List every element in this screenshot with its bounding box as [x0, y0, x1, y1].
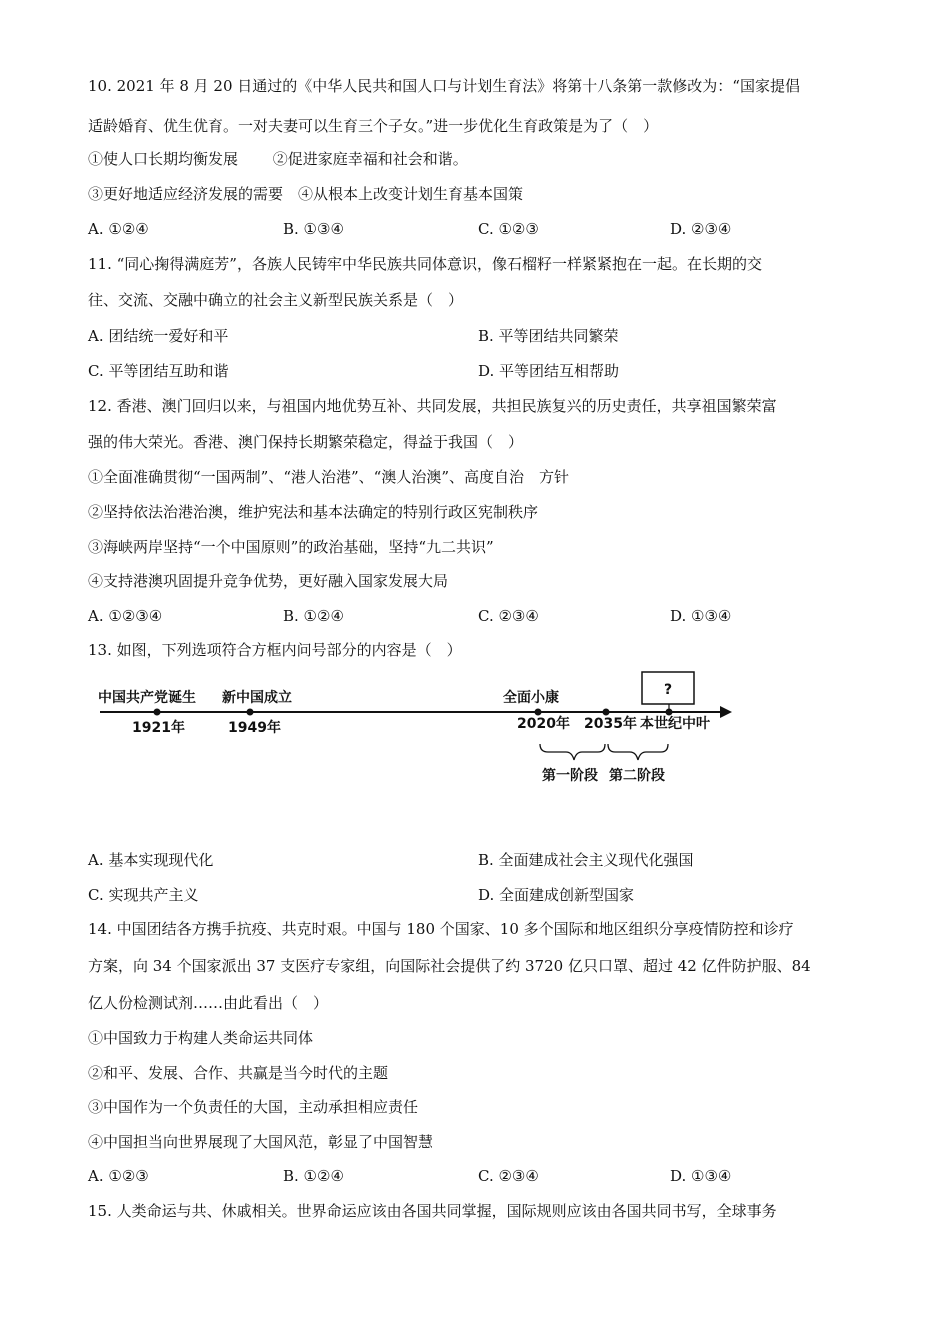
- stage-1-brace: [540, 744, 605, 760]
- q12-statement-4: ④支持港澳巩固提升竞争优势，更好融入国家发展大局: [88, 572, 449, 590]
- timeline-node-2020: [535, 709, 542, 716]
- timeline-event-party-founded: 中国共产党诞生: [98, 690, 196, 706]
- q13-option-c[interactable]: C. 实现共产主义: [88, 886, 199, 904]
- q14-option-c[interactable]: C. ②③④: [478, 1167, 539, 1185]
- q14-statement-3: ③中国作为一个负责任的大国，主动承担相应责任: [88, 1098, 419, 1116]
- timeline-node-1921: [154, 709, 161, 716]
- q12-statement-1: ①全面准确贯彻“一国两制”、“港人治港”、“澳人治澳”、高度自治 方针: [88, 468, 570, 486]
- q10-option-b[interactable]: B. ①③④: [283, 220, 344, 238]
- q12-option-b[interactable]: B. ①②④: [283, 607, 344, 625]
- timeline-event-prc-founded: 新中国成立: [222, 690, 292, 706]
- q11-option-a[interactable]: A. 团结统一爱好和平: [88, 327, 229, 345]
- q11-stem-line1: 11. “同心掬得满庭芳”，各族人民铸牢中华民族共同体意识，像石榴籽一样紧紧抱在一起。在长期的交: [88, 255, 762, 273]
- q10-statement-1: ①使人口长期均衡发展 ②促进家庭幸福和社会和谐。: [88, 150, 468, 168]
- stage-2-label: 第二阶段: [609, 768, 665, 784]
- q11-option-c[interactable]: C. 平等团结互助和谐: [88, 362, 229, 380]
- q13-timeline-figure: [0, 660, 950, 800]
- timeline-node-2035: [603, 709, 610, 716]
- timeline-year-1921: 1921年: [132, 720, 185, 736]
- timeline-year-1949: 1949年: [228, 720, 281, 736]
- q14-statement-4: ④中国担当向世界展现了大国风范，彰显了中国智慧: [88, 1133, 434, 1151]
- q14-option-a[interactable]: A. ①②③: [88, 1167, 149, 1185]
- stage-1-label: 第一阶段: [542, 768, 598, 784]
- q10-option-c[interactable]: C. ①②③: [478, 220, 539, 238]
- q12-statement-3: ③海峡两岸坚持“一个中国原则”的政治基础，坚持“九二共识”: [88, 538, 494, 556]
- q12-stem-line1: 12. 香港、澳门回归以来，与祖国内地优势互补、共同发展，共担民族复兴的历史责任，共享祖国繁荣富: [88, 397, 777, 415]
- q14-option-d[interactable]: D. ①③④: [670, 1167, 732, 1185]
- q13-stem: 13. 如图，下列选项符合方框内问号部分的内容是（ ）: [88, 641, 462, 659]
- timeline-mid-century: 本世纪中叶: [640, 716, 710, 732]
- timeline-year-2020: 2020年: [517, 716, 570, 732]
- q11-stem-line2: 往、交流、交融中确立的社会主义新型民族关系是（ ）: [88, 291, 464, 309]
- q12-option-a[interactable]: A. ①②③④: [88, 607, 163, 625]
- q10-stem-line2: 适龄婚育、优生优育。一对夫妻可以生育三个子女。”进一步优化生育政策是为了（ ）: [88, 117, 659, 135]
- timeline-node-1949: [247, 709, 254, 716]
- q10-stem-line1: 10. 2021 年 8 月 20 日通过的《中华人民共和国人口与计划生育法》将第十八条第一款修改为：“国家提倡: [88, 77, 800, 95]
- q10-option-d[interactable]: D. ②③④: [670, 220, 732, 238]
- q14-stem-line1: 14. 中国团结各方携手抗疫、共克时艰。中国与 180 个国家、10 多个国际和地区组织分享疫情防控和诊疗: [88, 920, 794, 938]
- q10-statement-2: ③更好地适应经济发展的需要 ④从根本上改变计划生育基本国策: [88, 185, 524, 203]
- q14-stem-line2: 方案，向 34 个国家派出 37 支医疗专家组，向国际社会提供了约 3720 亿只口罩、超过 42 亿件防护服、84: [88, 957, 811, 975]
- q12-option-d[interactable]: D. ①③④: [670, 607, 732, 625]
- stage-2-brace: [608, 744, 668, 760]
- q14-statement-2: ②和平、发展、合作、共赢是当今时代的主题: [88, 1064, 389, 1082]
- q14-option-b[interactable]: B. ①②④: [283, 1167, 344, 1185]
- timeline-question-mark: ?: [663, 682, 673, 698]
- q11-option-b[interactable]: B. 平等团结共同繁荣: [478, 327, 619, 345]
- q15-stem-line1: 15. 人类命运与共、休戚相关。世界命运应该由各国共同掌握，国际规则应该由各国共同书写，全球事务: [88, 1202, 777, 1220]
- q13-option-b[interactable]: B. 全面建成社会主义现代化强国: [478, 851, 694, 869]
- q14-statement-1: ①中国致力于构建人类命运共同体: [88, 1029, 314, 1047]
- q13-option-a[interactable]: A. 基本实现现代化: [88, 851, 214, 869]
- q13-option-d[interactable]: D. 全面建成创新型国家: [478, 886, 635, 904]
- timeline-event-moderate-prosperity: 全面小康: [503, 690, 559, 706]
- q12-stem-line2: 强的伟大荣光。香港、澳门保持长期繁荣稳定，得益于我国（ ）: [88, 433, 524, 451]
- q12-statement-2: ②坚持依法治港治澳，维护宪法和基本法确定的特别行政区宪制秩序: [88, 503, 539, 521]
- timeline-year-2035: 2035年: [584, 716, 637, 732]
- timeline-arrow-icon: [720, 706, 732, 718]
- q12-option-c[interactable]: C. ②③④: [478, 607, 539, 625]
- q10-option-a[interactable]: A. ①②④: [88, 220, 149, 238]
- q11-option-d[interactable]: D. 平等团结互相帮助: [478, 362, 620, 380]
- q14-stem-line3: 亿人份检测试剂……由此看出（ ）: [88, 994, 329, 1012]
